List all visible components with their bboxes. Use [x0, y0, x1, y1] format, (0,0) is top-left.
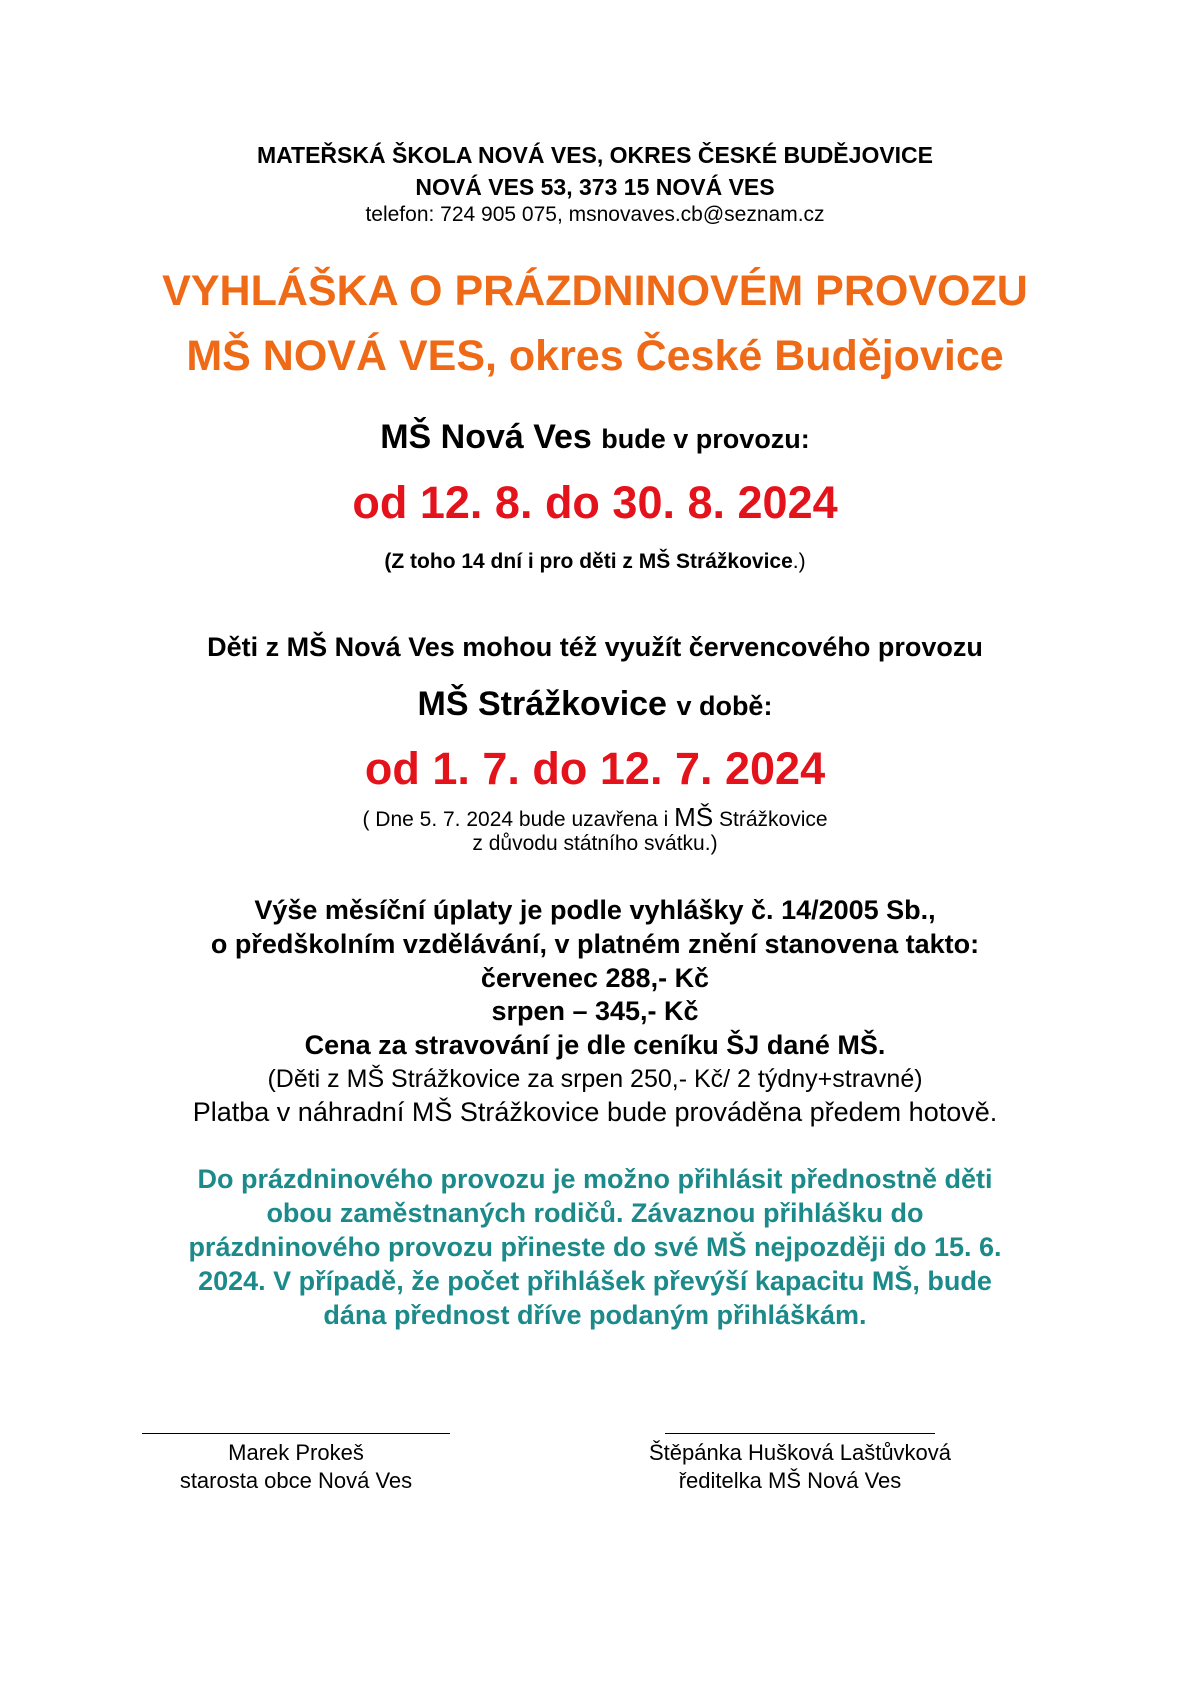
- strazkovice-fee-note: (Děti z MŠ Strážkovice za srpen 250,- Kč/ 2 týdny+stravné): [267, 1065, 923, 1093]
- operation-dates-july: od 1. 7. do 12. 7. 2024: [364, 743, 826, 794]
- fees-line2: o předškolním vzdělávání, v platném znění stanovena takto:: [210, 929, 980, 959]
- note-august-close: .): [792, 550, 806, 573]
- school-name-nova-ves: MŠ Nová Ves: [380, 418, 592, 456]
- registration-line3: prázdninového provozu přineste do své MŠ nejpozději do 15. 6.: [188, 1232, 1002, 1262]
- operation-text: bude v provozu:: [601, 424, 810, 454]
- notice-title-line1: VYHLÁŠKA O PRÁZDNINOVÉM PROVOZU: [162, 267, 1028, 315]
- signatory-right-name: Štěpánka Hušková Laštůvková: [648, 1440, 952, 1465]
- closure-note-line1: [0, 803, 1190, 833]
- signature-line-left: [142, 1433, 450, 1434]
- registration-line5: dána přednost dříve podaným přihláškám.: [323, 1300, 867, 1330]
- operation-note-august: [0, 550, 1190, 574]
- operation-heading-nova-ves: [0, 418, 1190, 457]
- signature-line-right: [665, 1433, 935, 1434]
- registration-line1: Do prázdninového provozu je možno přihlásit přednostně děti: [197, 1164, 993, 1194]
- fee-august: srpen – 345,- Kč: [491, 996, 699, 1026]
- signatory-right-role: ředitelka MŠ Nová Ves: [678, 1468, 902, 1493]
- school-contact: telefon: 724 905 075, msnovaves.cb@seznam.cz: [365, 203, 825, 226]
- signatory-left-role: starosta obce Nová Ves: [179, 1468, 413, 1493]
- registration-line4: 2024. V případě, že počet přihlášek převýší kapacitu MŠ, bude: [198, 1266, 992, 1296]
- closure-note-ms: MŠ: [674, 802, 714, 832]
- fees-line1: Výše měsíční úplaty je podle vyhlášky č. 14/2005 Sb.,: [254, 895, 936, 925]
- meals-price: Cena za stravování je dle ceníku ŠJ dané MŠ.: [304, 1030, 886, 1060]
- operation-dates-august: od 12. 8. do 30. 8. 2024: [352, 477, 838, 528]
- july-operation-intro: Děti z MŠ Nová Ves mohou též využít červencového provozu: [207, 632, 983, 662]
- closure-note-line2: z důvodu státního svátku.): [472, 832, 718, 855]
- time-text: v době:: [676, 691, 773, 721]
- payment-note: Platba v náhradní MŠ Strážkovice bude prováděna předem hotově.: [192, 1097, 998, 1127]
- notice-title-line2: MŠ NOVÁ VES, okres České Budějovice: [186, 332, 1004, 380]
- school-name-strazkovice: MŠ Strážkovice: [417, 685, 667, 723]
- school-name-heading: MATEŘSKÁ ŠKOLA NOVÁ VES, OKRES ČESKÉ BUDĚJOVICE: [256, 142, 934, 168]
- note-august-bold: (Z toho 14 dní i pro děti z MŠ Strážkovice: [384, 550, 793, 573]
- closure-note-part1: ( Dne 5. 7. 2024 bude uzavřena i: [362, 808, 675, 831]
- operation-heading-strazkovice: [0, 685, 1190, 724]
- fee-july: červenec 288,- Kč: [480, 963, 710, 993]
- closure-note-part2: Strážkovice: [713, 808, 828, 831]
- registration-line2: obou zaměstnaných rodičů. Závaznou přihlášku do: [266, 1198, 924, 1228]
- signatory-left-name: Marek Prokeš: [228, 1440, 364, 1465]
- school-address: NOVÁ VES 53, 373 15 NOVÁ VES: [415, 174, 775, 200]
